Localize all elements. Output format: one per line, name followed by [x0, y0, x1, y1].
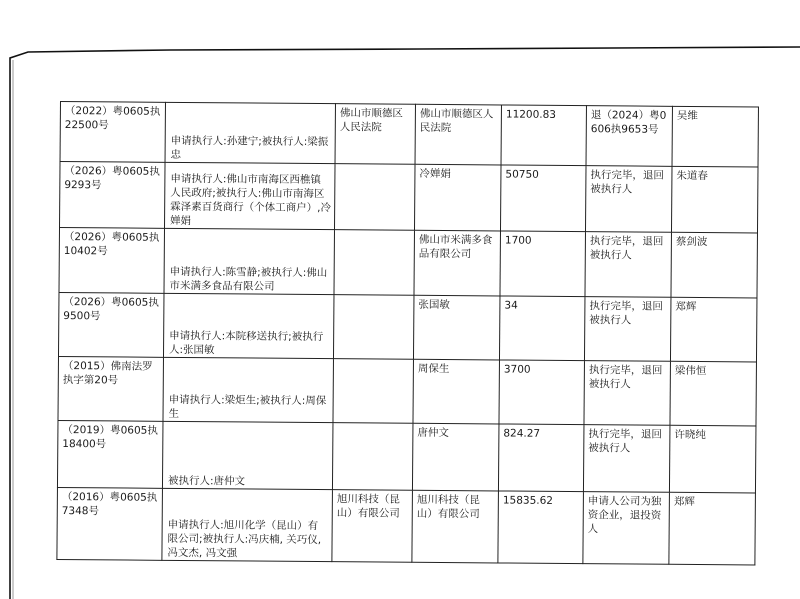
party-cell: [162, 421, 333, 489]
result: 退（2024）粤0606执9653号: [586, 106, 672, 167]
judge-name: 梁伟恒: [670, 361, 757, 426]
court-name: [333, 359, 414, 424]
party-text: 申请执行人:陈雪静;被执行人:佛山市米满多食品有限公司: [169, 265, 328, 293]
table-row: [57, 487, 756, 564]
payee-name: 佛山市米满多食品有限公司: [414, 230, 501, 296]
party-cell: [165, 162, 336, 229]
party-text: 申请执行人:梁炬生;被执行人:周保生: [168, 393, 327, 420]
case-number: （2026）粤0605执9500号: [58, 292, 163, 357]
court-name: [334, 164, 415, 231]
payee-name: 张国敏: [413, 295, 500, 360]
case-number: （2015）佛南法罗执字第20号: [58, 356, 163, 421]
payee-name: 佛山市顺德区人民法院: [415, 104, 501, 165]
result: 执行完毕，退回被执行人: [584, 361, 671, 426]
amount: 15835.62: [498, 491, 584, 564]
party-cell: [163, 357, 333, 422]
court-name: 旭川科技（昆山）有限公司: [332, 490, 413, 563]
amount: 34: [499, 296, 585, 361]
table-row: [60, 162, 758, 233]
table-body: [57, 102, 759, 565]
party-cell: [165, 102, 335, 163]
amount: 3700: [499, 360, 585, 425]
court-name: [332, 423, 413, 491]
result: 执行完毕，退回被执行人: [585, 232, 672, 298]
court-name: [333, 295, 414, 360]
result: 执行完毕，退回被执行人: [584, 297, 671, 362]
table-row: [58, 292, 756, 361]
result: 执行完毕，退回被执行人: [585, 166, 672, 233]
party-text: 申请执行人:佛山市南海区西樵镇人民政府;被执行人:佛山市南海区霖泽素百货商行（个体工商户）,冷婵娟: [170, 172, 332, 228]
payee-name: 冷婵娟: [414, 164, 501, 231]
party-text: 申请执行人:旭川化学（昆山）有限公司;被执行人:冯庆楠, 关巧仪, 冯文杰, 冯文强: [167, 518, 322, 560]
case-number: （2019）粤0605执18400号: [57, 420, 163, 488]
judge-name: 许晓纯: [669, 425, 756, 493]
party-cell: [162, 488, 333, 561]
case-number: （2022）粤0605执22500号: [60, 102, 165, 163]
enforcement-case-table: [56, 101, 759, 565]
table-row: [59, 228, 757, 298]
table-row: [58, 356, 756, 425]
court-name: 佛山市顺德区人民法院: [335, 104, 415, 165]
amount: 824.27: [498, 424, 584, 492]
party-cell: [164, 228, 335, 294]
amount: 1700: [500, 231, 586, 297]
party-text: 申请执行人:孙建宁;被执行人:梁振忠: [170, 134, 329, 161]
court-name: [334, 230, 415, 296]
case-number: （2016）粤0605执7348号: [57, 487, 163, 560]
payee-name: 唐仲文: [412, 423, 499, 491]
judge-name: 朱道春: [671, 166, 758, 233]
payee-name: 旭川科技（昆山）有限公司: [412, 490, 499, 563]
table-row: [57, 420, 756, 492]
judge-name: 郑辉: [669, 492, 756, 565]
amount: 11200.83: [501, 105, 586, 166]
table-row: [60, 102, 758, 167]
case-number: （2026）粤0605执9293号: [60, 162, 166, 229]
result: 申请人公司为独资企业，退投资人: [583, 492, 670, 565]
judge-name: 吴维: [672, 106, 758, 167]
judge-name: 蔡剑波: [671, 232, 758, 298]
party-text: 被执行人:唐仲文: [167, 474, 246, 488]
judge-name: 郑辉: [670, 297, 757, 362]
party-cell: [163, 293, 333, 358]
amount: 50750: [500, 165, 586, 232]
case-number: （2026）粤0605执10402号: [59, 228, 165, 294]
payee-name: 周保生: [413, 359, 500, 424]
result: 执行完毕，退回被执行人: [583, 425, 670, 493]
party-text: 申请执行人:本院移送执行;被执行人:张国敏: [169, 329, 324, 357]
